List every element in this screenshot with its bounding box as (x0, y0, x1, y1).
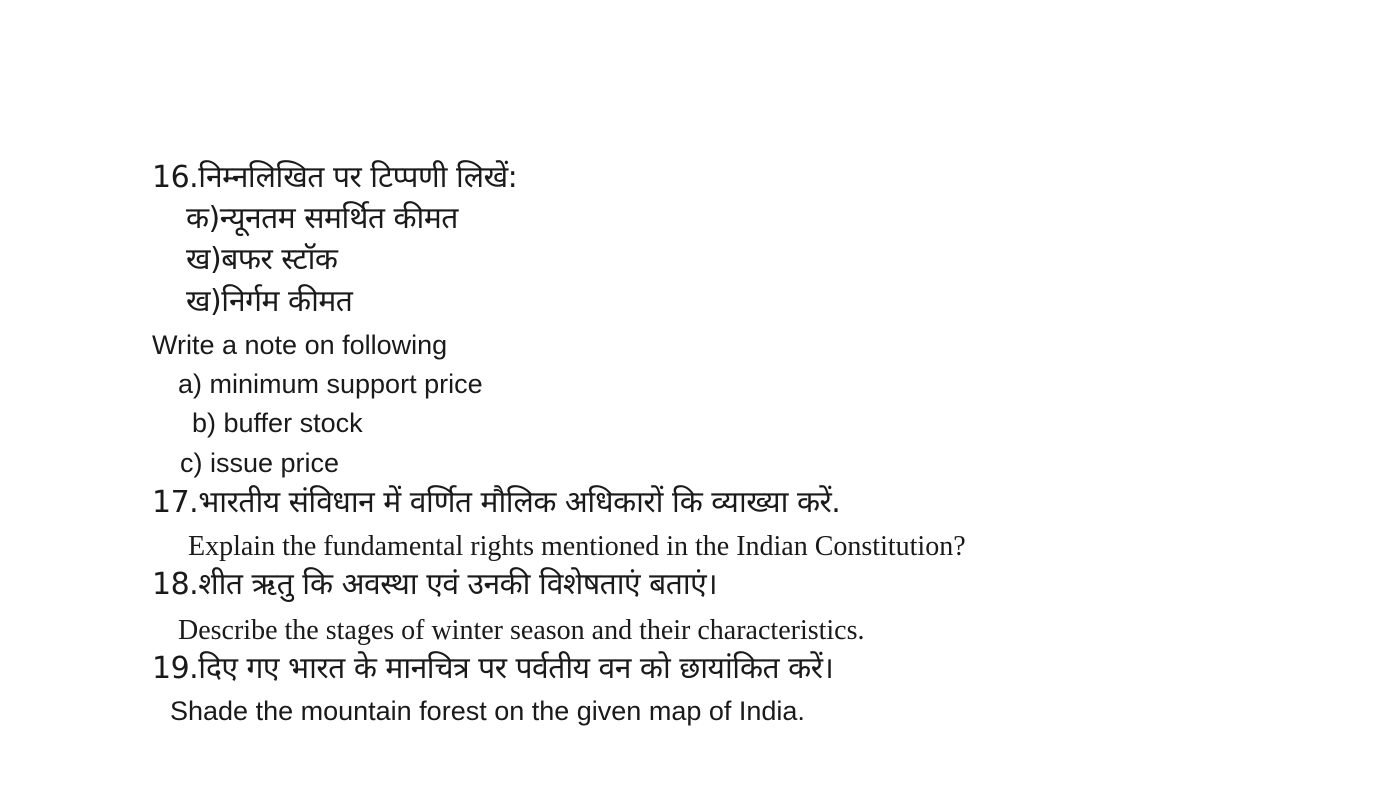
q19-hindi: 19.दिए गए भारत के मानचित्र पर पर्वतीय वन को छायांकित करें। (152, 651, 834, 686)
q16-hindi-item-a: क)न्यूनतम समर्थित कीमत (186, 201, 458, 236)
q16-hindi-title: 16.निम्नलिखित पर टिप्पणी लिखें: (152, 160, 518, 195)
q16-english-item-a: a) minimum support price (178, 369, 483, 399)
q18-hindi: 18.शीत ऋतु कि अवस्था एवं उनकी विशेषताएं बताएं। (152, 567, 718, 602)
q19-english: Shade the mountain forest on the given map of India. (170, 696, 805, 726)
q16-english-item-c: c) issue price (180, 448, 340, 478)
q16-english-item-b: b) buffer stock (192, 408, 363, 438)
q18-english: Describe the stages of winter season and their characteristics. (178, 615, 865, 646)
q16-english-title: Write a note on following (152, 330, 448, 360)
q17-hindi: 17.भारतीय संविधान में वर्णित मौलिक अधिकारों कि व्याख्या करें. (152, 485, 841, 520)
q16-hindi-item-b: ख)बफर स्टॉक (186, 242, 338, 277)
q16-hindi-item-c: ख)निर्गम कीमत (186, 284, 353, 319)
q17-english: Explain the fundamental rights mentioned in the Indian Constitution? (188, 531, 966, 562)
